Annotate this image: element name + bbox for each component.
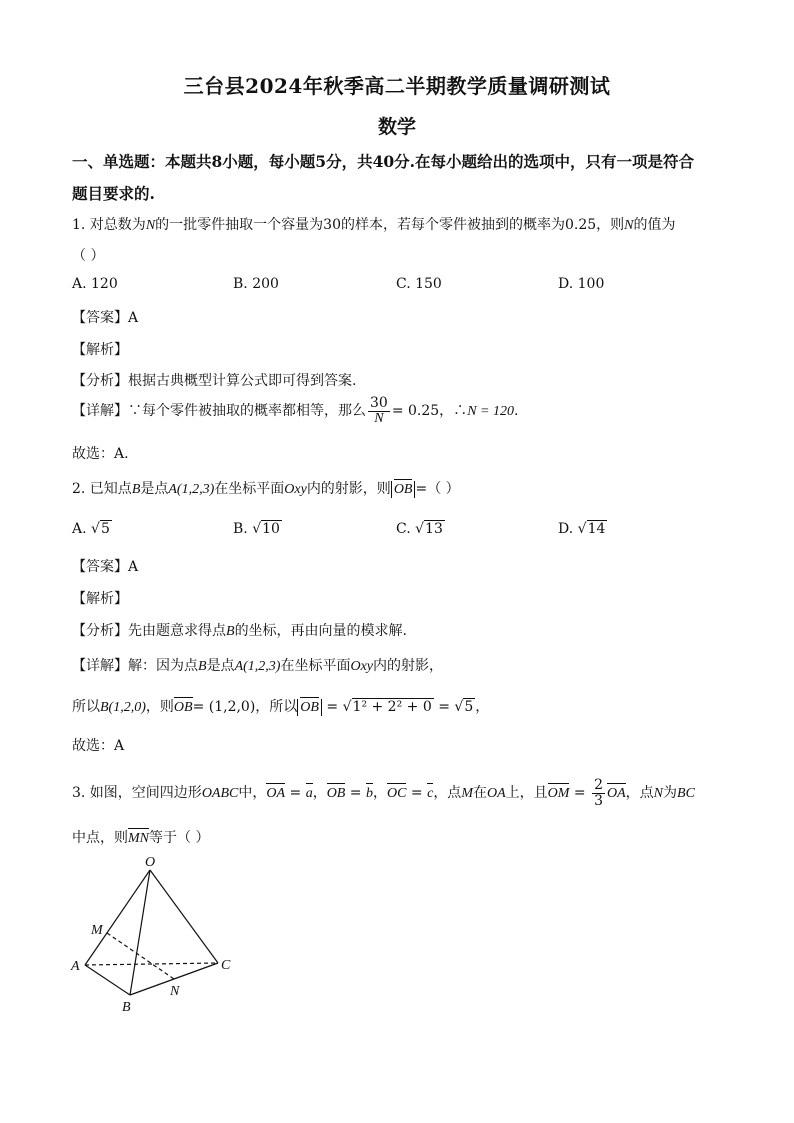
q3-stem-text5: 上，且 [505, 785, 548, 802]
q2-detail-line2: 所以B(1,2,0)，则OB= (1,2,0)，所以 OB = √1² + 2² + 0 = √5 ， [72, 699, 490, 715]
q1-choice-b: B. 200 [233, 276, 279, 292]
sqrt-symbol: √1² + 2² + 0 [342, 699, 432, 715]
fraction-denominator: N [374, 410, 384, 426]
sqrt-symbol: √5 [91, 521, 110, 537]
q2-point-b: B [131, 482, 141, 497]
detail-text2: ，则 [145, 699, 174, 715]
answer-tag: 【答案】 [72, 310, 128, 326]
choice-label: B. [233, 521, 248, 537]
q1-var-n: N [145, 218, 156, 233]
label-n: N [170, 984, 180, 999]
q3-stem-line2 [72, 827, 209, 847]
sqrt-symbol: √14 [577, 521, 606, 537]
q3-stem-text6: ，点 [625, 785, 654, 802]
sqrt-symbol: √5 [454, 699, 474, 715]
answer-value: A [128, 310, 139, 326]
q3-vector-c: c [427, 786, 434, 802]
q3-quad: OABC [201, 786, 239, 802]
q3-vector-mn: MN [128, 831, 149, 846]
fraction-numerator: 2 [594, 777, 603, 793]
subject-title: 数学 [377, 116, 416, 138]
q3-segment-oa: OA [486, 786, 506, 802]
q3-vector-oa: OA [266, 786, 286, 802]
q2-stem-text: 2. 已知点 [72, 481, 132, 497]
detail-text3: ，所以 [255, 699, 298, 715]
radicand: 5 [100, 521, 110, 537]
q3-vector-oa: OA [607, 786, 626, 802]
sqrt-symbol: √13 [415, 521, 443, 537]
answer-tag: 【答案】 [72, 559, 128, 575]
q1-paren: （ ） [72, 248, 105, 264]
radicand: 5 [464, 699, 474, 715]
analysis-text: 根据古典概型计算公式即可得到答案. [128, 373, 357, 389]
q2-jiexi: 【解析】 [72, 591, 128, 607]
analysis-tag: 【分析】 [72, 373, 128, 389]
q2-point-b-coord: B(1,2,0) [100, 700, 146, 715]
label-b: B [122, 1000, 131, 1015]
detail-text2: = 0.25，∴ [391, 403, 468, 420]
radicand: 13 [425, 521, 443, 537]
detail-period: . [513, 403, 519, 420]
detail-text: ∵每个零件被抽取的概率都相等，那么 [128, 403, 366, 420]
section-heading-line2: 题目要求的. [72, 184, 155, 203]
detail-text3: 在坐标平面 [280, 658, 351, 674]
q3-stem-text3: ，点 [433, 785, 462, 802]
q3-vector-om: OM [547, 786, 570, 802]
fraction-denominator: 3 [594, 792, 603, 809]
edge-ab [85, 965, 130, 995]
answer-value: A [128, 559, 139, 575]
fraction-numerator: 30 [370, 395, 388, 411]
detail-tag: 【详解】 [72, 658, 128, 674]
segment-mn-dashed [107, 933, 174, 979]
q1-stem-text: 1. 对总数为 [72, 217, 146, 233]
q1-choice-c: C. 150 [396, 276, 442, 292]
q3-vector-ob: OB [326, 786, 346, 802]
section-heading-line1: 一、单选题：本题共8小题，每小题5分，共40分.在每小题给出的选项中，只有一项是符合 [72, 152, 695, 171]
q3-vector-oc: OC [387, 786, 407, 802]
q1-jiexi: 【解析】 [72, 342, 128, 358]
q3-stem: 3. 如图，空间四边形OABC中，OA = a，OB = b，OC = c，点M在OA上，且OM = $\frac{2}{3}$ OA，点N为BC [72, 777, 695, 809]
q2-plane: Oxy [284, 482, 307, 497]
q1-stem-text2: 的一批零件抽取一个容量为30的样本，若每个零件被抽到的概率为0.25，则 [155, 217, 625, 233]
q2-vector-ob: OB [300, 700, 319, 715]
q2-choice-c [396, 521, 445, 537]
q3-segment-bc: BC [677, 786, 695, 802]
q2-stem-text3: 在坐标平面 [214, 481, 285, 497]
choice-label: C. [396, 521, 411, 537]
label-o: O [145, 855, 156, 870]
q1-var-n2: N [624, 218, 634, 233]
q2-modulus [391, 481, 416, 498]
q2-point-b: B [198, 659, 207, 674]
q2-modulus [297, 699, 322, 716]
q2-stem [72, 478, 460, 498]
q2-choice-d [558, 521, 607, 537]
choice-label: A. [72, 521, 87, 537]
label-a: A [71, 959, 80, 974]
q3-point-n: N [653, 786, 664, 802]
label-m: M [91, 923, 103, 938]
radicand: 14 [587, 521, 606, 537]
q3-stem-text: 3. 如图，空间四边形 [72, 785, 202, 802]
detail-text4: 内的射影， [373, 658, 443, 674]
q1-select: 故选：A. [72, 446, 129, 462]
q1-detail [72, 396, 518, 426]
detail-comma: ， [475, 699, 490, 715]
q1-choice-d: D. 100 [558, 276, 605, 292]
detail-text2: 是点 [206, 658, 235, 674]
q3-stem-text4: 在 [472, 785, 487, 802]
detail-text: 解：因为点 [128, 658, 198, 674]
q2-select: 故选：A [72, 738, 125, 754]
q1-stem-text3: 的值为 [633, 217, 676, 233]
q2-point-a: A(1,2,3) [168, 482, 215, 497]
edge-ac-dashed [85, 963, 218, 965]
sqrt-symbol: √10 [252, 521, 280, 537]
q2-vector-eq: = (1,2,0) [192, 699, 256, 715]
q2-vector-ob: OB [173, 700, 193, 715]
edge-oa [85, 870, 150, 965]
detail-text: 所以 [72, 699, 100, 715]
q2-choice-b [233, 521, 282, 537]
q2-analysis [72, 620, 407, 640]
q3-stem-text2: 中， [238, 785, 267, 802]
q1-answer [72, 307, 138, 327]
q3-vector-a: a [305, 786, 313, 802]
q2-choice-a [72, 521, 112, 537]
q2-stem-text5: =（ ） [415, 481, 460, 497]
radicand: 10 [262, 521, 280, 537]
detail-result: N = 120 [467, 404, 514, 420]
tetrahedron-figure [65, 850, 245, 1020]
document-title: 三台县2024年秋季高二半期教学质量调研测试 [183, 74, 611, 98]
q2-detail [72, 655, 443, 675]
q3-point-m: M [461, 786, 473, 802]
analysis-text2: 的坐标，再由向量的模求解. [234, 623, 408, 639]
q3-stem-text7: 为 [663, 785, 678, 802]
radicand: 1² + 2² + 0 [352, 699, 432, 715]
edge-ob [130, 870, 150, 995]
q1-analysis [72, 370, 356, 390]
label-c: C [221, 958, 231, 973]
q3-text: 中点，则 [72, 830, 128, 846]
q2-stem-text4: 内的射影，则 [306, 481, 391, 497]
analysis-text: 先由题意求得点 [128, 623, 226, 639]
q2-stem-text2: 是点 [140, 481, 169, 497]
edge-oc [150, 870, 218, 963]
q3-text2: 等于（ ） [149, 830, 210, 846]
q2-point-a: A(1,2,3) [234, 659, 281, 674]
q2-plane: Oxy [350, 659, 373, 674]
q1-fraction [368, 396, 390, 426]
q2-point-b: B [226, 624, 235, 639]
q2-answer [72, 556, 138, 576]
q2-vector-ob: OB [393, 482, 413, 497]
q1-stem [72, 214, 676, 234]
q3-vector-b: b [366, 786, 373, 802]
analysis-tag: 【分析】 [72, 623, 128, 639]
q3-fraction [592, 778, 605, 808]
detail-tag: 【详解】 [72, 403, 128, 420]
choice-label: D. [558, 521, 574, 537]
q1-choice-a: A. 120 [72, 276, 118, 292]
